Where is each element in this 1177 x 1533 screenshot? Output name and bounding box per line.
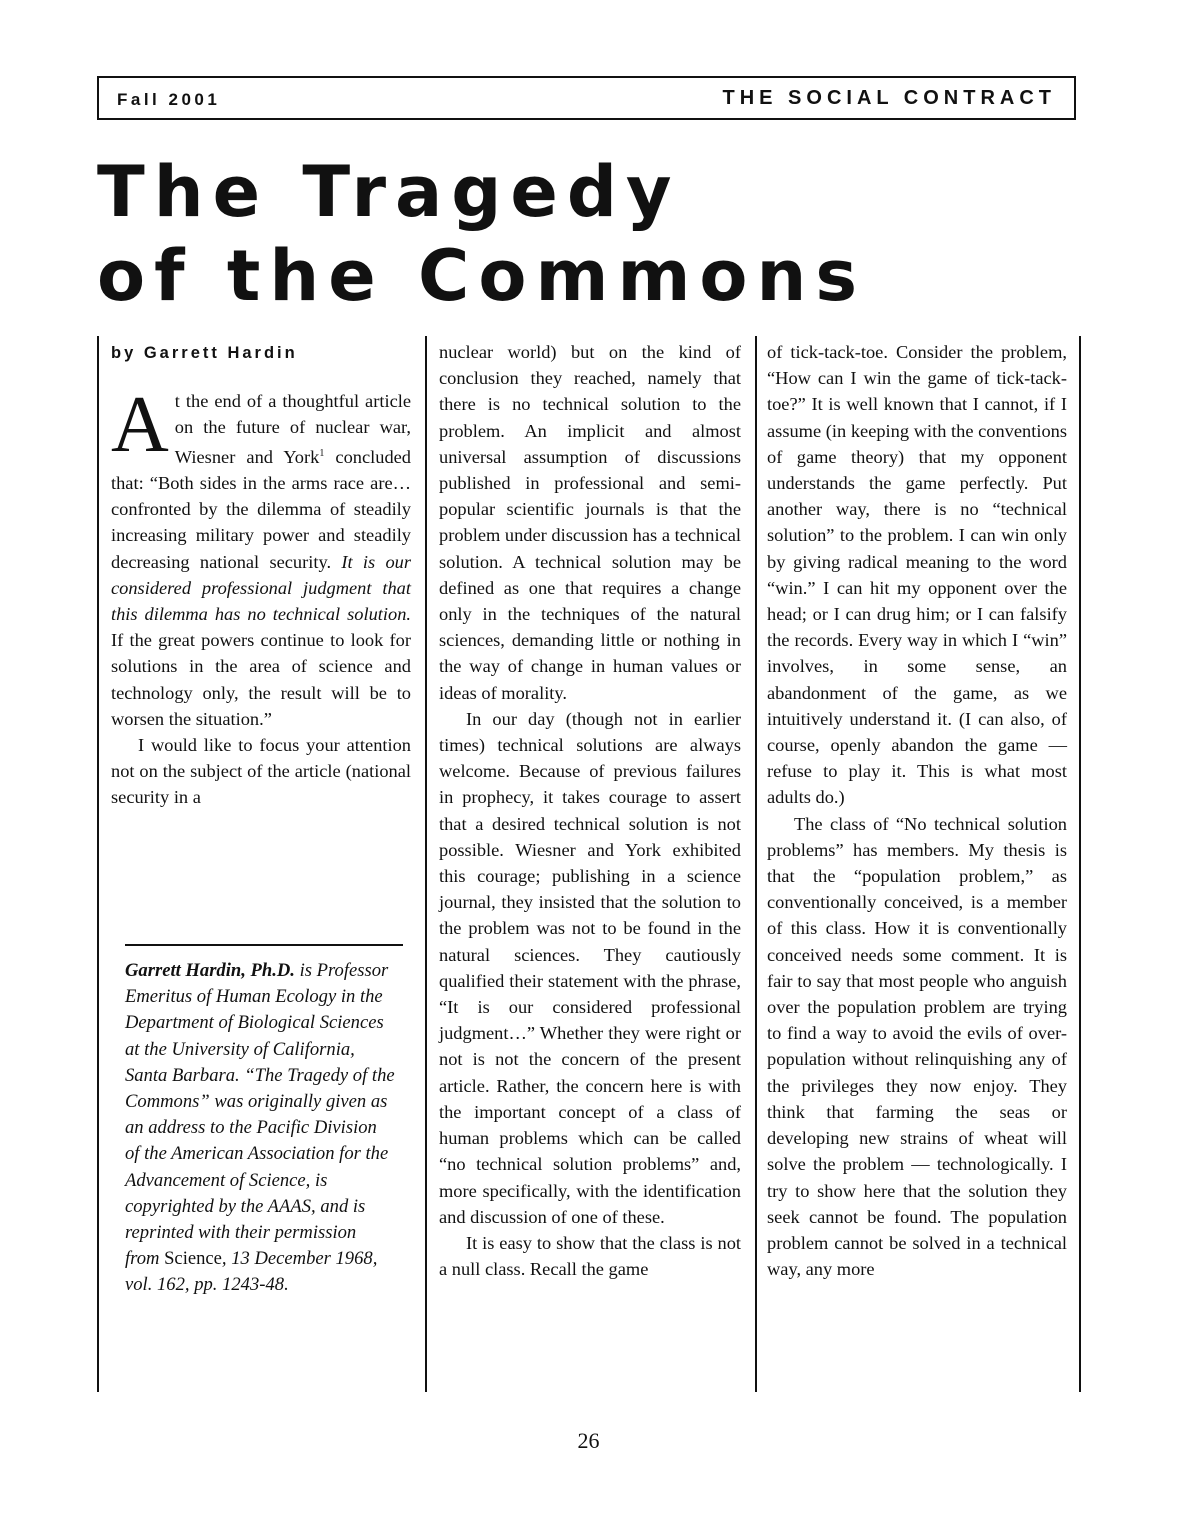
page-number: 26 — [577, 1428, 600, 1453]
issue-date: Fall 2001 — [117, 90, 221, 109]
bio-text: , 13 December 1968, vol. 162, pp. 1243-48. — [125, 1248, 378, 1296]
paragraph: I would like to focus your attention not on the subject of the article (national security in a — [111, 734, 411, 808]
running-header — [97, 76, 1076, 120]
paragraph: The class of “No technical solution problems” has members. My thesis is that the “population problem,” as conventionally conceived, is a member of this class. How it is conventionally conceived needs some comment. It is fair to say that most people who anguish over the population problem are trying to find a way to avoid the evils of over-population without relinquishing any of the privileges they now enjoy. They think that farming the seas or developing new strains of wheat will solve the problem — technologically. I try to show here that the solution they seek cannot be found. The population problem cannot be solved in a technical way, any more — [767, 813, 1067, 1280]
paragraph: It is easy to show that the class is not a null class. Recall the game — [439, 1232, 741, 1280]
column-3 — [755, 336, 1081, 1392]
italic-quote: It is our considered professional judgment that this dilemma has no technical solution. — [111, 551, 412, 624]
title-line-1: The Tragedy — [97, 151, 681, 233]
publication-name: THE SOCIAL CONTRACT — [722, 87, 1056, 109]
author-bio — [125, 958, 395, 1299]
paragraph — [111, 381, 412, 732]
text-run: concluded that: “Both sides in the arms race are…confronted by the dilemma of steadily increasing military power and steadily decreasing national security. — [111, 446, 411, 572]
text-run: If the great powers continue to look for solutions in the area of science and technology only, the result will be to worsen the situation.” — [111, 630, 411, 729]
drop-cap: A — [111, 381, 169, 470]
byline: by Garrett Hardin — [111, 344, 298, 362]
bio-journal: Science — [164, 1248, 222, 1270]
text-run: t the end of a thoughtful article on the future of nuclear war, Wiesner and York — [174, 391, 411, 467]
column-1 — [97, 336, 425, 1392]
bio-divider — [125, 944, 403, 946]
title-line-2: of the Commons — [97, 235, 866, 317]
paragraph: In our day (though not in earlier times) technical solutions are always welcome. Because of previous failures in prophecy, it takes courage to assert that a desired technical solution is not possible. Wiesner and York exhibited this courage; publishing in a science journal, they insisted that the solution to the problem was not to be found in the natural sciences. They cautiously qualified their statement with the phrase, “It is our considered professional judgment…” Whether they were right or not is not the concern of the present article. Rather, the concern here is with the important concept of a class of human problems which can be called “no technical solution problems” and, more specifically, with the identification and discussion of one of these. — [439, 708, 741, 1227]
article-title — [97, 150, 866, 318]
column-2 — [425, 336, 755, 1392]
bio-name: Garrett Hardin, Ph.D. — [125, 960, 295, 981]
paragraph: nuclear world) but on the kind of conclusion they reached, namely that there is no technical solution to the problem. An implicit and almost universal assumption of discussions published in professional and semi-popular scientific journals is that the problem under discussion has a technical solution. A technical solution may be defined as one that requires a change only in the techniques of the natural sciences, demanding little or nothing in the way of change in human values or ideas of morality. — [439, 342, 741, 703]
footnote-ref: 1 — [319, 447, 325, 459]
paragraph: of tick-tack-toe. Consider the problem, “How can I win the game of tick-tack-toe?” It is well known that I cannot, if I assume (in keeping with the conventions of game theory) that my opponent understands the game perfectly. Put another way, there is no “technical solution” to the problem. I can win only by giving radical meaning to the word “win.” I can hit my opponent over the head; or I can drug him; or I can falsify the records. Every way in which I “win” involves, in some sense, an abandonment of the game, as we intuitively understand it. (I can also, of course, openly abandon the game — refuse to play it. This is what most adults do.) — [767, 342, 1067, 808]
bio-text: is Professor Emeritus of Human Ecology in the Department of Biological Sciences at the University of California, Santa Barbara. “The Tragedy of the Commons” was originally given as an address to the Pacific Division of the American Association for the Advancement of Science, is copyrighted by the AAAS, and is reprinted with their permission from — [125, 960, 395, 1270]
